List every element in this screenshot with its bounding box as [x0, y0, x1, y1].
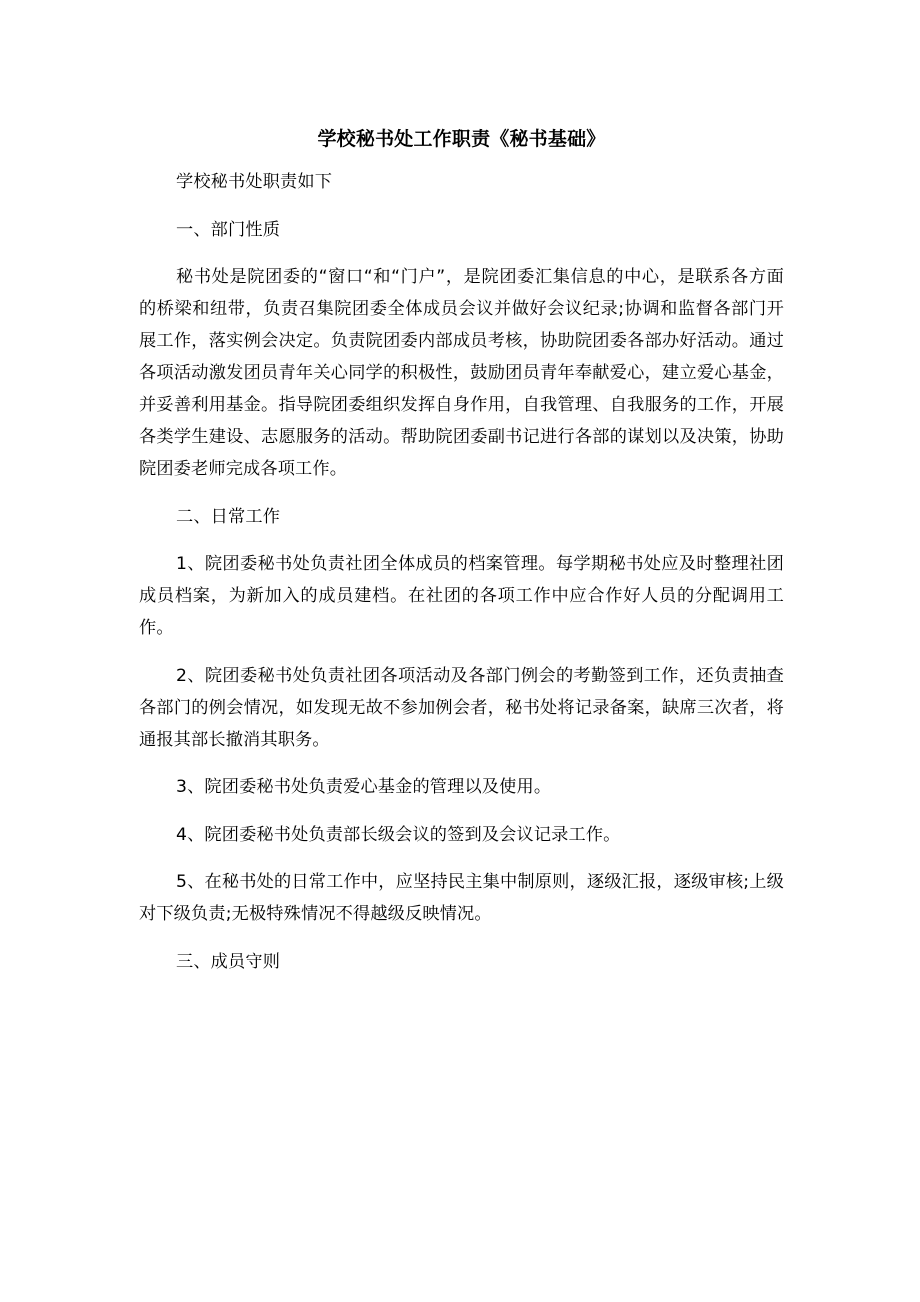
section-heading-2: 二、日常工作: [176, 506, 281, 527]
document-title: 学校秘书处工作职责《秘书基础》: [317, 128, 606, 150]
duty-item-3: 3、院团委秘书处负责爱心基金的管理以及使用。: [176, 777, 552, 797]
section-1-paragraph: 秘书处是院团委的“窗口“和“门户”，是院团委汇集信息的中心，是联系各方面的桥梁和纽带，负责召集院团委全体成员会议并做好会议纪录;协调和监督各部门开展工作，落实例会决定。负责院团委内部成员考核，协助院团委各部办好活动。通过各项活动激发团员青年关心同学的积极性，鼓励团员青年奉献爱心，建立爱心基金，并妥善利用基金。指导院团委组织发挥自身作用，自我管理、自我服务的工作，开展各类学生建设、志愿服务的活动。帮助院团委副书记进行各部的谋划以及决策，协助院团委老师完成各项工作。: [139, 267, 784, 479]
document-body: [139, 166, 784, 993]
duty-item-1: 1、院团委秘书处负责社团全体成员的档案管理。每学期秘书处应及时整理社团成员档案，为新加入的成员建档。在社团的各项工作中应合作好人员的分配调用工作。: [139, 554, 784, 638]
duty-item-5: 5、在秘书处的日常工作中，应坚持民主集中制原则，逐级汇报，逐级审核;上级对下级负责;无极特殊情况不得越级反映情况。: [139, 872, 784, 924]
duty-item-4: 4、院团委秘书处负责部长级会议的签到及会议记录工作。: [176, 824, 621, 845]
duty-item-2: 2、院团委秘书处负责社团各项活动及各部门例会的考勤签到工作，还负责抽查各部门的例会情况，如发现无故不参加例会者，秘书处将记录备案，缺席三次者，将通报其部长撤消其职务。: [139, 665, 784, 750]
section-heading-3: 三、成员守则: [176, 951, 281, 972]
section-heading-1: 一、部门性质: [176, 219, 281, 240]
document-page: [139, 118, 784, 993]
intro-line: 学校秘书处职责如下: [176, 172, 333, 192]
